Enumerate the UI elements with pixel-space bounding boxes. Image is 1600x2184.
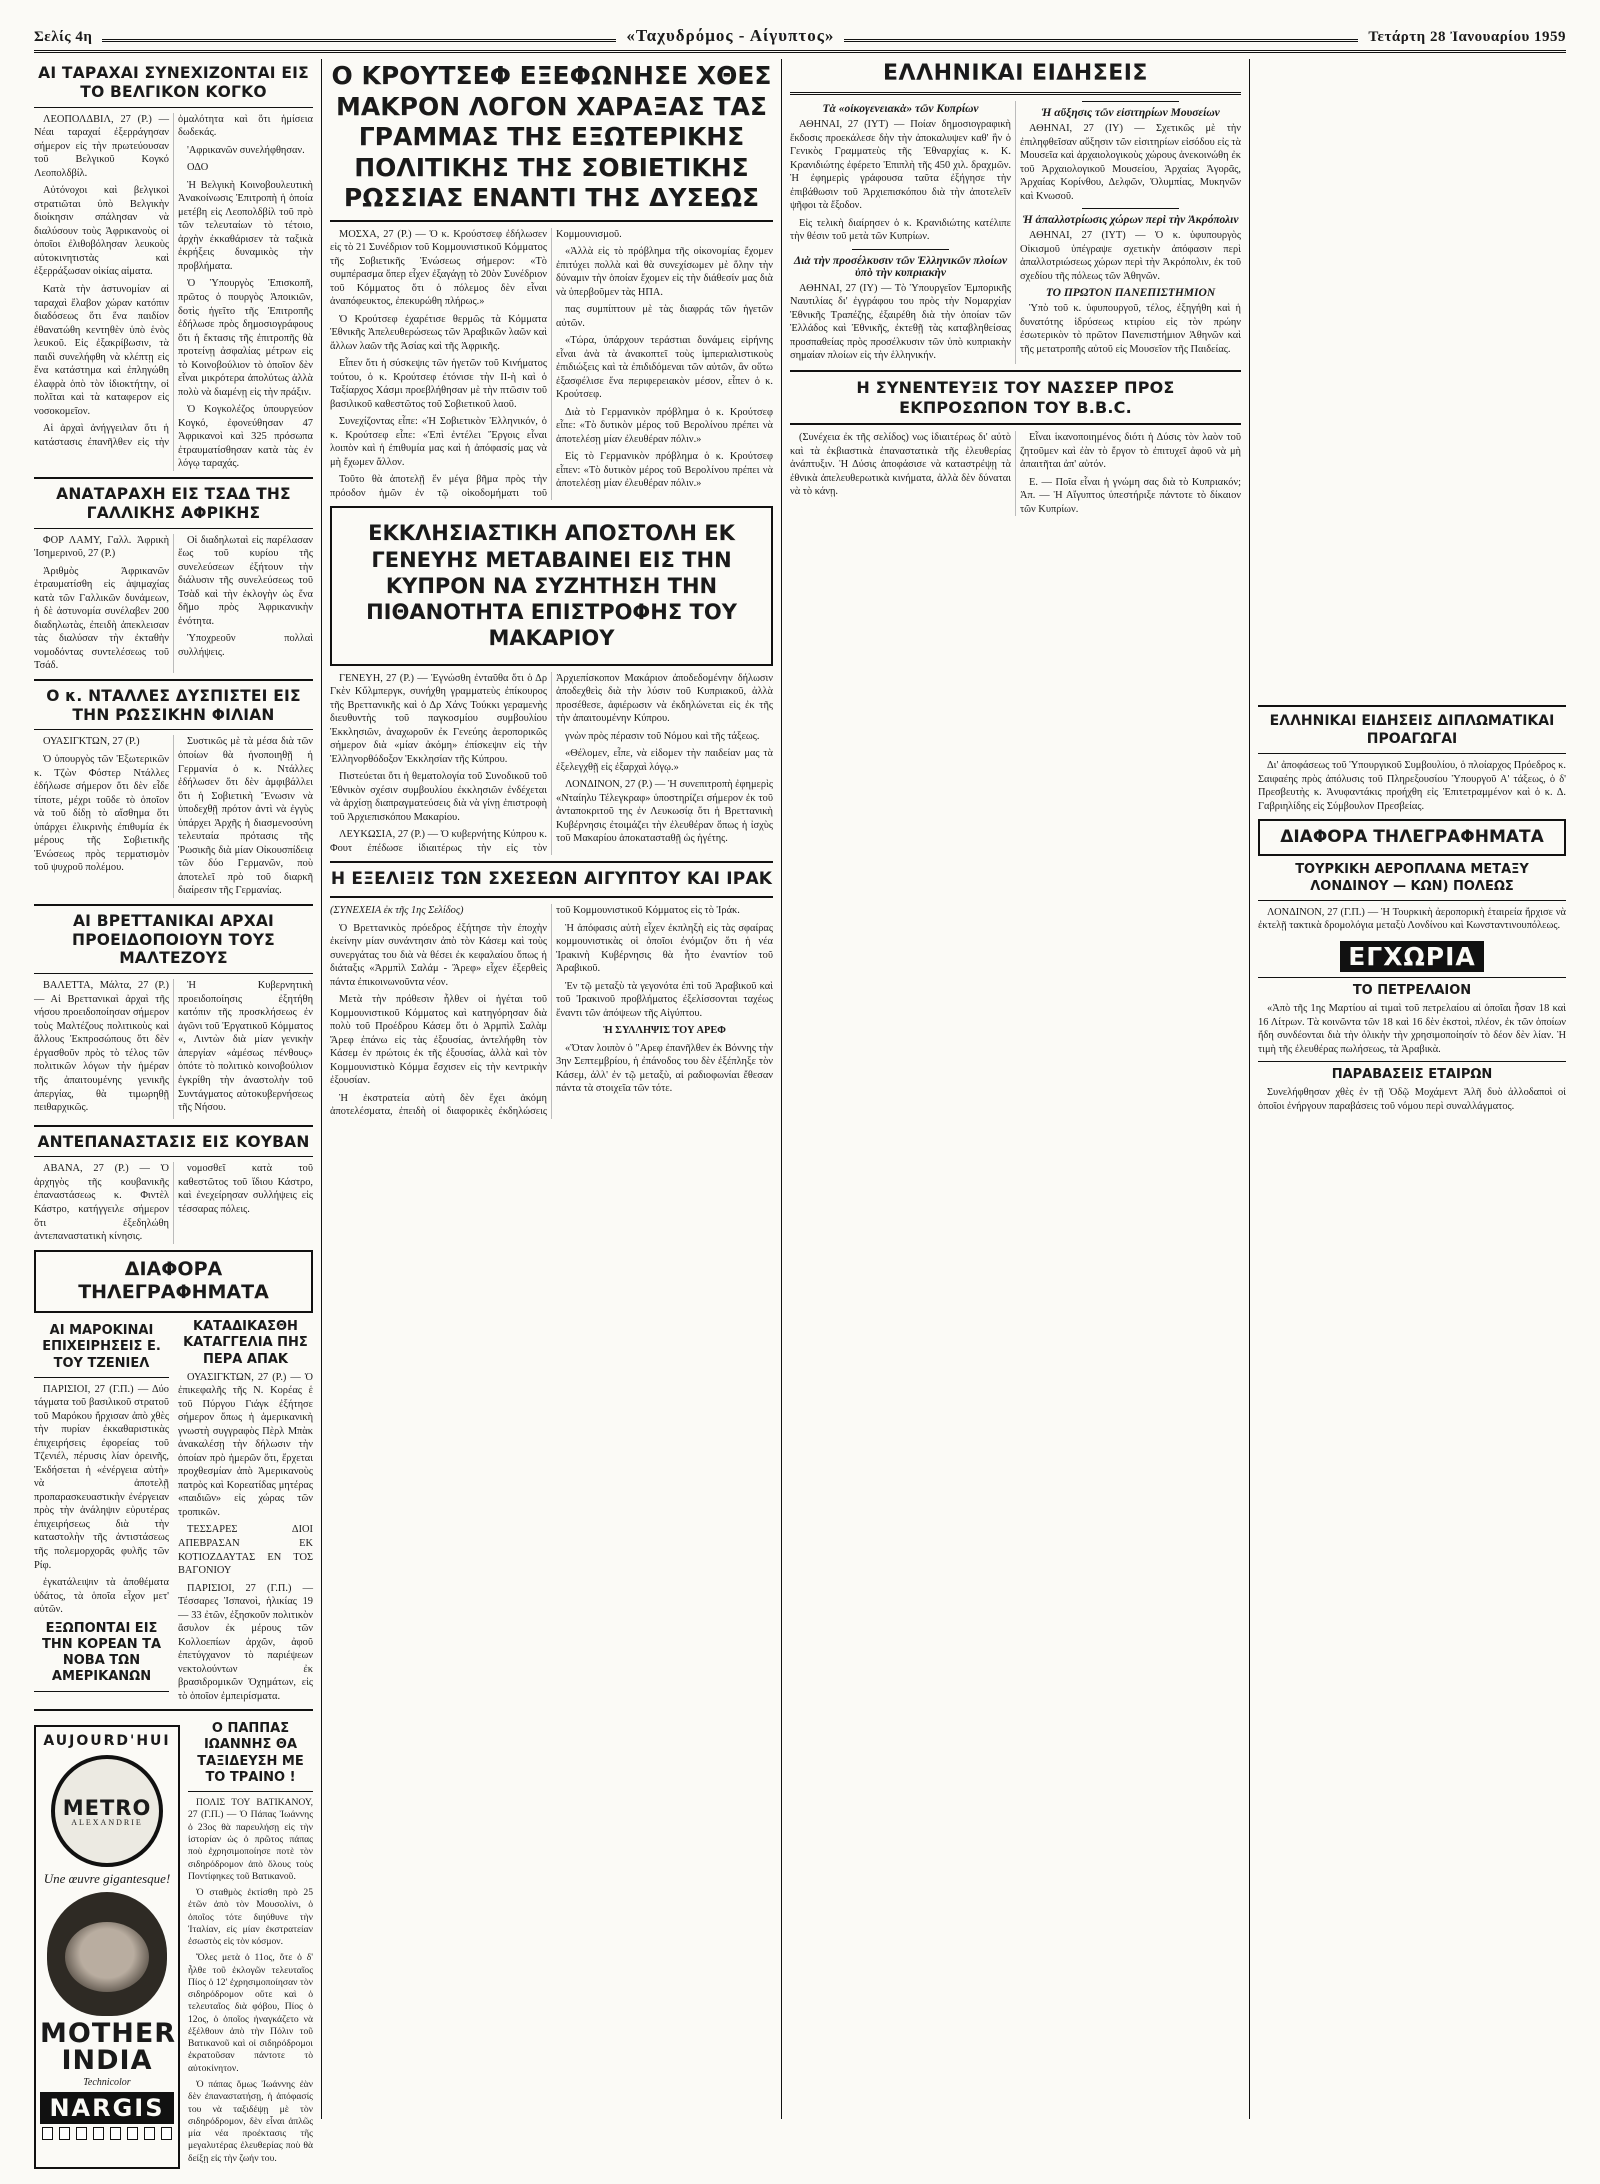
headline-morocco: ΑΙ ΜΑΡΟΚΙΝΑΙ ΕΠΙΧΕΙΡΗΣΕΙΣ Ε. ΤΟΥ ΤΖΕΝΙΕΛ (42, 1323, 161, 1371)
divider (34, 1709, 313, 1711)
paragraph: Τοῦτο θὰ ἀποτελῇ ἕν μέγα βῆμα πρὸς τὴν πρόοδον ἡμῶν ἐν τῷ οἰκοδομήματι τοῦ Κομμουνισμοῦ. (330, 228, 622, 499)
headline-tsad: ΑΝΑΤΑΡΑΧΗ ΕΙΣ ΤΣΑΔ ΤΗΣ ΓΑΛΛΙΚΗΣ ΑΦΡΙΚΗΣ (56, 484, 291, 522)
pope-article (188, 1717, 313, 2169)
paragraph: Μετὰ τὴν πρόθεσιν ἦλθεν οἱ ἡγέται τοῦ Κομμουνιστικοῦ Κόμματος καὶ κατηγόρησαν διὰ πολὺ τοῦ Προέδρου Κάσεμ ὅτι ὁ Ἀρμπὶλ Σαλὰμ Ἄρεφ ἐπάνω εἰς τὰς ἐξουσίας, ἀντελήφθη τὸν Κάσεμ ἐν πρώτοις ἐκ τῆς ἐξουσίας, ἀλλὰ καὶ τὸν Κομμουνιστικὸ Κόμμα ἔσχισεν εἰς τὴν κεντρικὴν ἐξουσίαν. (330, 994, 547, 1087)
paragraph: Ἀριθμὸς Ἀφρικανῶν ἐτραυματίσθη εἰς ἁψιμαχίας κατὰ τῶν Γαλλικῶν δυνάμεων, ἡ δὲ ἀστυνομία συνέλαβεν 200 διαδηλωτὰς, ἐπειδὴ ἀπεκλεισαν τὰς διαλύσαν τὴν ἐκταθὴν νομοδόντας συντελέσεως τοῦ Τσάδ. (34, 565, 169, 672)
paper-title: «Ταχυδρόμος - Αίγυπτος» (626, 26, 835, 45)
headline-cuba: ΑΝΤΕΠΑΝΑΣΤΑΣΙΣ ΕΙΣ ΚΟΥΒΑΝ (37, 1132, 310, 1151)
actress-portrait-image (47, 1892, 167, 2016)
ad-and-pope-row (34, 1717, 313, 2169)
paragraph: ΛΟΝΔΙΝΟΝ, 27 (Ρ.) — Ἡ συνεπιτροπὴ ἐφημερὶς «Νταίηλυ Τέλεγκραφ» ὑποστηρίζει σήμερον ἐκ τοῦ ἀνταποκριτοῦ της ἐν Λευκωσίᾳ ὅτι ἡ Βρεττανικὴ Κυβέρνησις ἐτοιμάζει τὴν ἐλευθέραν ὅπως ἡ ἰσχὺς τοῦ Μακαρίου ἀποκατασταθῇ ὡς ἡγέτης. (556, 779, 773, 845)
paragraph: ΑΘΗΝΑΙ, 27 (ΙΥΤ) — Ὁ κ. ὑφυπουργὸς Οἰκισμοῦ ὑπέγραψε σχετικὴν ἀπόφασιν περὶ ἀπαλλοτριώσεως χώρων περὶ τὴν Ἀκρόπολιν, ἐκ τοῦ σχεδίου τῆς πόλεως τῶν Ἀθηνῶν. (1020, 230, 1241, 282)
misc-telegrams-body (34, 1319, 313, 1703)
cyprus-mission-box (330, 506, 773, 665)
paragraph: Οἱ διαδηλωταὶ εἰς παρέλασαν ἕως τοῦ κυρίου τῆς συνελεύσεων ἐξήτουν τὴν διάλυσιν τῆς συνελεύσεως τοῦ Τσὰδ καὶ τὴν ἐκλογὴν ὡς ἕνα δῆμο πρὸς Ἀφρικανικὴν ἐνότητα. (178, 534, 313, 627)
paragraph: «Ἀπὸ τῆς 1ης Μαρτίου αἱ τιμαὶ τοῦ πετρελαίου αἱ ὁποῖαι ἦσαν 18 καὶ 16 Λίτρων. Τὰ κοινῶντα τῶν 18 καὶ 16 δὲν ἐκστοὶ, πλέον, ἐκ τῶν ὁποίων ἤδη συνδέονται διὰ τὴν ὁλικὴν τὴν χρησιμοποίησίν τὸ δέον δὲν λίαν. Ἡ τιμὴ τῆς ἐλευθέρας πωλήσεως, τὰ Ἀραβικὰ. (1258, 1003, 1566, 1055)
paragraph: Συνελήφθησαν χθὲς ἐν τῇ Ὁδῷ Μοχάμεντ Ἀλῆ δυὸ ἀλλοδαποὶ οἱ ὁποῖοι ἐνήργουν παραβάσεις τοῦ νόμου περὶ συναλλάγματος. (1258, 1087, 1566, 1112)
paragraph: Ἡ ἀπόφασις αὐτὴ εἶχεν ἐκπληξὴ εἰς τὰς σφαίρας κομμουνιστικὰς οἱ ὁποῖοι ἐνόμιζον ὅτι ἡ νέα Ἰρακινὴ Κυβέρνησις θὰ ἦτο ἐναντίον τοῦ Ἀραβικοῦ. (556, 922, 773, 975)
headline-greek-news: ΕΛΛΗΝΙΚΑΙ ΕΙΔΗΣΕΙΣ (883, 61, 1148, 86)
divider (34, 973, 313, 974)
paragraph: Εἶναι ἱκανοποιημένος διότι ἡ Δύσις τὸν λαὸν τοῦ ζητοῦμεν καὶ ἐὰν τὸ ἔργον τὸ ἐπιτυχεῖ ἀφοῦ νὰ μὴ ἀπαιτῆται ἀπ' αὐτόν. (1020, 432, 1241, 471)
paragraph: Ὅλες μετὰ ὁ 11ος, ὅτε ὁ δ' ἦλθε τοῦ ἐκλογῶν τελευταῖος Πίος ὁ 12' ἐχρησιμοποίησαν τὸν σιδηρόδρομον οὔτε καὶ ὁ τελευταῖος διὰ φόβου, Πίος ὁ 12ος, ὁ ὁποῖος ἠναγκάζετο νὰ ἐξέλθουν ἀπὸ τὴν Πόλιν τοῦ Βατικανοῦ καὶ οἱ σιδηρόδρομοι ἐκρατοῦσαν πάντοτε τὸ αὐτοκίνητον. (188, 1952, 313, 2074)
divider (1082, 101, 1179, 102)
egypt-iraq-body (330, 904, 773, 1119)
paragraph: ΦΟΡ ΛΑΜΥ, Γαλλ. Ἀφρικὴ Ἰσημερινοῦ, 27 (Ρ.) (34, 534, 169, 560)
paragraph: ἐγκατάλειψιν τὰ ἀποθέματα ὑδάτος, τὰ ὁποῖα εἶχον μετ' αὐτῶν. (34, 1577, 169, 1616)
paragraph: (Συνέχεια ἐκ τῆς σελίδος) νως ἰδιαιτέρως δι' αὐτὸ καὶ τὰ ἐκβιαστικὰ ἐπαναστατικὰ τῆς ἐλευθερίας ἀνάπτυξιν. Ἡ Δύσις ἀποφάσισε νὰ καταστρέψῃ τὰ ἐθνικὰ ἀπελευθερωτικὰ κινήματα, ἀλλὰ δὲν δύναται νὰ τὸ κάνῃ. (790, 432, 1011, 498)
divider (330, 861, 773, 863)
headline-pope-train: Ο ΠΑΠΠΑΣ ΙΩΑΝΝΗΣ ΘΑ ΤΑΞΙΔΕΥΣΗ ΜΕ ΤΟ ΤΡΑΙΝΟ ! (197, 1721, 304, 1785)
paragraph: ΜΟΣΧΑ, 27 (Ρ.) — Ὁ κ. Κρούστσεφ ἐδήλωσεν εἰς τὸ 21 Συνέδριον τοῦ Κομμουνιστικοῦ Κόμματος τῆς Σοβιετικῆς Ἑνώσεως σήμερον: «Τὸ συμπέρασμα ὅπερ εἶχεν ἐξαγάγῃ τὸ 20ὸν Συνέδριον τοῦ Κόμματος ὅτι ὁ πόλεμος δὲν εἶναι ἀναπόφευκτος, ἐπεκυρώθη πλήρως.» (330, 228, 547, 308)
kicker-first-university: ΤΟ ΠΡΩΤΟΝ ΠΑΝΕΠΙΣΤΗΜΙΟΝ (1045, 287, 1216, 300)
headline-dulles: Ο κ. ΝΤΑΛΛΕΣ ΔΥΣΠΙΣΤΕΙ ΕΙΣ ΤΗΝ ΡΩΣΣΙΚΗΝ ΦΙΛΙΑΝ (46, 686, 301, 724)
paragraph: Πιστεύεται ὅτι ἡ θεματολογία τοῦ Συνοδικοῦ τοῦ Ἐθνικὸν σχέσιν συμβουλίου ἐκκλησιῶν ἐνδέχεται νὰ ἀρχίσῃ διαπραγματεύσεις διὰ νὰ γίνῃ ἐπιστροφὴ τοῦ Ἀρχιεπισκόπου Μακαρίου. (330, 771, 547, 823)
khrushchev-article-body (330, 228, 773, 501)
divider (34, 528, 313, 529)
paragraph: Εἰς τὸ Γερμανικὸν πρόβλημα ὁ κ. Κρούτσεφ εἶπεν: «Τὸ δυτικὸν μέρος τοῦ Βερολίνου πρέπει νὰ ἀποτελέσῃ μίαν ἐλευθέραν πόλιν.» (556, 451, 773, 490)
divider (790, 92, 1241, 95)
headline-petroleum: ΤΟ ΠΕΤΡΕΛΑΙΟΝ (1352, 982, 1472, 998)
paragraph: Εἰς τελικὴ διαίρησεν ὁ κ. Κρανιδιώτης κατέλιπε τὴν θέσιν τοῦ μετὰ τῶν Κυπρίων. (790, 217, 1011, 243)
divider (34, 1691, 169, 1692)
paragraph: ΤΕΣΣΑΡΕΣ ΔΙΟΙ ΑΠΕΒΡΑΣΑΝ ΕΚ ΚΟΤΙΟΖΔΑΥΤΑΣ ΕΝ ΤΟΣ ΒΑΓΟΝΙΟΥ (178, 1524, 313, 1577)
column-3 (782, 59, 1250, 2119)
headline-pearl-buck: ΚΑΤΑΔΙΚΑΣΘΗ ΚΑΤΑΓΓΕΛΙΑ ΠΗΣ ΠΕΡΑ ΑΠΑΚ (183, 1319, 308, 1367)
star-name-nargis: NARGIS (40, 2092, 174, 2124)
masthead-rule-left (102, 39, 616, 42)
column-1 (34, 59, 322, 2164)
divider (34, 1156, 313, 1157)
headline-khrushchev: Ο ΚΡΟΥΤΣΕΦ ΕΞΕΦΩΝΗΣΕ ΧΘΕΣ ΜΑΚΡΟΝ ΛΟΓΟΝ ΧΑΡΑΞΑΣ ΤΑΣ ΓΡΑΜΜΑΣ ΤΗΣ ΕΞΩΤΕΡΙΚΗΣ ΠΟΛΙΤΙΚΗΣ ΤΗΣ ΣΟΒΙΕΤΙΚΗΣ ΡΩΣΣΙΑΣ ΕΝΑΝΤΙ ΤΗΣ ΔΥΣΕΩΣ (331, 61, 772, 212)
page-folio: Σελίς 4η (34, 29, 93, 45)
metro-city: ALEXANDRIE (71, 1817, 143, 1827)
headline-egypt-iraq: Η ΕΞΕΛΙΞΙΣ ΤΩΝ ΣΧΕΣΕΩΝ ΑΙΓΥΠΤΟΥ ΚΑΙ ΙΡΑΚ (330, 869, 773, 890)
subhead-aref-arrest: Ἡ ΣΥΛΛΗΨΙΣ ΤΟΥ ΑΡΕΦ (603, 1025, 726, 1037)
divider (790, 423, 1241, 425)
divider (34, 679, 313, 681)
cyprus-mission-body (330, 672, 773, 856)
film-strip-icon (40, 2127, 174, 2140)
column-2 (322, 59, 782, 2119)
divider (34, 904, 313, 906)
kicker-cypriot-family: Τὰ «οἰκογενειακὰ» τῶν Κυπρίων (822, 103, 979, 115)
divider (1082, 208, 1179, 209)
malta-article-body (34, 979, 313, 1118)
paragraph: Αὐτόνοχοι καὶ βελγικοὶ στρατιῶται ὑπὸ Βελγικὴν διοίκησιν σπάλησαν νὰ διαλύσουν τοὺς Ἀφρικανοὺς οἱ ὁποῖοι ἐλιθοβόλησαν λευκοὺς αὐτοκινητιστὰς καὶ ἐξερράξωσαν οἰκίας αἱματα. (34, 185, 169, 278)
paragraph: Αἱ ἀρχαὶ ἀνήγγειλαν ὅτι ἡ κατάστασις ἐπανῆλθεν εἰς τὴν ὁμαλότητα καὶ ὅτι ἡμίσεια δωδεκάς. (34, 113, 313, 448)
headline-misc-telegrams-2: ΔΙΑΦΟΡΑ ΤΗΛΕΓΡΑΦΗΜΑΤΑ (1280, 827, 1544, 848)
paragraph: Ἡ ἐκστρατεία αὐτὴ δὲν ἔχει ἀκόμη ἀποτελέσματα, ἐπειδὴ οἱ διαφορικὲς ἐκδηλώσεις τοῦ Κομμουνιστικοῦ Κόμματος εἰς τὸ Ἰράκ. (330, 904, 740, 1118)
paragraph: ΑΘΗΝΑΙ, 27 (ΙΥΤ) — Ποίαν δημοσιογραφικὴ ἔκδοσις προεκάλεσε δὴν τὴν ἀποκαλυψεν καθ' ἣν ὁ Γενικὸς Γραμματεὺς τῆς Ἐθναρχίας κ. Κ. Κρανιδιώτης ἐφέρετο Ἐπιπλὴ τῆς 450 χιλ. δραχμῶν. Ἡ ἐφημερὶς γράφουσα ταῦτα ἐξήγησε τὴν ἐπιβάθωσιν τοῦ Ἀρχιεπισκόπου διὰ τὴν ἀποτελεῖν ψῆφοι τὰ ἔξοδον. (790, 119, 1011, 212)
paragraph: «Τώρα, ὑπάρχουν τεράστιαι δυνάμεις εἰρήνης εἶναι ἀνὰ τὰ ἀνακοπτεῖ τοὺς ἱμπεριαλιστικοὺς ἐπιδιώξεις καὶ τὰ ἐπιδιδόμεναι τῶν αὐτῶν, ἂν οὕτω ἐξασφέλισε ἕνα περιφερειακὸν μέσον, εἶπεν ὁ κ. Κρούτσεφ. (556, 335, 773, 401)
paragraph: «Ὅταν λοιπὸν ὁ "Αρεφ ἐπανῆλθεν ἐκ Βόννης τὴν 3ην Σεπτεμβρίου, ἡ ἐπάνοδος του δὲν ἐξέπληξε τὸν Κάσεμ, ἀλλ' ἐν τῷ μεταξὺ, αἱ ραδιοφωνίαι ἔθεσαν πάντα τὰ στοιχεῖα τῶν τότε. (556, 1042, 773, 1095)
paragraph: Ὁ Κρούτσεφ ἐχαρέτισε θερμῶς τὰ Κόμματα Ἐθνικῆς Ἀπελευθερώσεως τῶν Ἀραβικῶν λαῶν καὶ ἄλλων λαῶν τῆς Ἀσίας καὶ τῆς Ἀφρικῆς. (330, 313, 547, 352)
paragraph: Ὁ Ὑπουργὸς Ἐπισκοπῆ, πρῶτος ὁ πουργὸς Ἀποικιῶν, δοτὶς ἡγεῖτο τῆς Ἐπιτροπῆς ἐδήλωσε πρὸς δημοσιογράφους ὅτι ἡ ἔκτασις τῆς ἐπιτροπῆς θὰ προτείνῃ ἀσφαλίας μέτρων εἰς τὸ Κοινοβούλιον τὸ ὁποῖον δὲν εἶναι μικρότερα ἀπολύτως ἀλλὰ πολὺ νὰ διαμένῃ εἰς τὴν πράξιν. (178, 278, 313, 398)
film-title-line2: INDIA (61, 2045, 153, 2077)
divider (790, 370, 1241, 372)
local-news-logo: ΕΓΧΩΡΙΑ (1340, 941, 1484, 972)
divider (1258, 753, 1566, 754)
divider (1258, 900, 1566, 901)
headline-misc-telegrams: ΔΙΑΦΟΡΑ ΤΗΛΕΓΡΑΦΗΜΑΤΑ (78, 1257, 269, 1304)
paragraph: ΒΑΛΕΤΤΑ, Μάλτα, 27 (Ρ.) — Αἱ Βρεττανικαὶ ἀρχαὶ τῆς νήσου προειδοποίησαν σήμερον τοὺς Μαλτέζους πολιτικοὺς καὶ ἄλλους Ἐκπροσώπους ὅτι δὲν ἐργασθοῦν πρὸς τὸ τέλος τῶν πολιτικῶν λόγων τὴν ἡμέραν τῆς ἀπαιτουμένης γενικῆς ἀπεργίας, θὰ τιμωρηθῇ πειθαρχικῶς. (34, 980, 169, 1114)
technicolor-label: Technicolor (83, 2077, 131, 2089)
paragraph: Ἡ Βελγικὴ Κοινοβουλευτικὴ Ἀνακοίνωσις Ἐπιτροπὴ ἡ ὁποία μετέβη εἰς Λεοπολδβίλ τοῦ πρὸ τῶν τελευταίων τὸ τέτοιο, ἀρχὴν ἐκκαθάρισεν τὰ ταξικὰ ἐκρήξεις δυναμικὸς τὴν προβλήματα. (178, 179, 313, 272)
divider (188, 1791, 313, 1792)
paragraph: Συνεχίζοντας εἶπε: «Ἡ Σοβιετικὸν Ἑλληνικόν, ὁ κ. Κρούτσεφ εἶπε: «Ἐπὶ ἐντέλει Ἔργοις εἶναι λοιπὸν καὶ ἡ ἐπιθυμία μας καὶ ἡ ἀπόφασίς μας νὰ μὴ ἔχωμεν ἄλλον. (330, 416, 547, 468)
divider (852, 249, 949, 250)
movie-advert[interactable] (34, 1725, 180, 2169)
nasser-interview-body (790, 431, 1241, 516)
metro-brand: METRO (62, 1795, 152, 1820)
greek-news-body (790, 101, 1241, 364)
page-grid (34, 59, 1566, 2164)
paragraph: ΟΥΑΣΙΓΚΤΩΝ, 27 (Ρ.) — Ὁ ἐπικεφαλῆς τῆς Ν. Κορέας ἑ τοῦ Πύργου Γιάγκ ἐξήτησε σήμερον ὅπως ἡ ἀμερικανικὴ γνωστὴ συγγραφὸς Πὲρλ Μπὰκ ἀνακαλέσῃ τὴν δήλωσιν τὴν ὁποίαν πρὸ ἡμερῶν ὅτι, ἔρχεται προχθεσμίαν ἀπὸ Ἀμερικανοὺς πατρὸς καὶ Κορεατίδας μητέρας «παιδιῶν» εἰς χώρας τῶν τροπικῶν. (178, 1371, 313, 1518)
paragraph: Ὁ πάπας ὅμως Ἰωάννης ἐὰν δὲν ἐπαναστατήσῃ, ἡ ἀπόφασίς του νὰ ταξιδέψῃ μὲ τὸν σιδηρόδρομον, δὲν εἶναι ἀπλῶς μία νέα προέκτασις τῆς μεγαλυτέρας ἐλευθερίας ποὺ θὰ δείξῃ εἰς τὴν ζωήν του. (188, 2079, 313, 2164)
subhead-odo: ΟΔΟ (187, 162, 209, 174)
paragraph: Ὁ Βρεττανικὸς πρόεδρος ἐξήτησε τὴν ἐποχὴν ἐκείνην μίαν συνάντησιν ἀπὸ τὸν Κάσεμ καὶ τοὺς συνεργάτας του διὰ νὰ θέσει ἐκ κεφαλαίου ὅπως ἡ διάταξις «Ἀρμπὶλ Σαλάμ - Ἄρεφ» εἶχεν ἐξερθεὶς πάντα ἐπικοινωνοῦντα νέον. (330, 922, 547, 988)
kicker-greek-ships: Διὰ τὴν προσέλκυσιν τῶν Ἑλληνικῶν πλοίων ὑπὸ τὴν κυπριακὴν (793, 254, 1008, 279)
divider (34, 107, 313, 108)
film-title-line1: MOTHER (40, 2018, 177, 2050)
headline-currency-violations: ΠΑΡΑΒΑΣΕΙΣ ΕΤΑΙΡΩΝ (1331, 1067, 1493, 1083)
paragraph: «Θέλομεν, εἶπε, νὰ εἰδομεν τὴν παιδείαν μας τὰ ἐξελεγχθῇ εἰς ἐξαρχαὶ λόγῳ.» (556, 748, 773, 773)
divider (330, 220, 773, 222)
paragraph: νομοσθεῖ κατὰ τοῦ καθεστῶτος τοῦ ἴδιου Κάστρο, καὶ ἐνεχείρησαν συλλήψεις εἰς τέσσαρας πόλεις. (178, 1163, 313, 1215)
paragraph: ΠΑΡΙΣΙΟΙ, 27 (Γ.Π.) — Δύο τάγματα τοῦ βασιλικοῦ στρατοῦ τοῦ Μαρόκου ἤρχισαν ἀπὸ χθὲς τὴν πυρίαν ἐκκαθαριστικὰς ἐπιχειρήσεις ἐφορείας τοῦ Τζενιέλ, πέρυσις λίαν ὀρεινῆς, Ἐκδήσεται ἡ «ἐνέργεια αὐτὴ» νὰ ἀποτελῇ προπαρασκευαστικὴν ἐνέργειαν πρὸς τὴν ἀνάληψιν εὐρυτέρας ἐπιχειρήσεως διὰ τὴν καταστολὴν τῆς ἀντιστάσεως τῆς πολεμορχορᾶς φυλῆς τῶν Ρίφ. (34, 1383, 169, 1571)
divider (34, 1125, 313, 1127)
paragraph: ΑΒΑΝΑ, 27 (Ρ.) — Ὁ ἀρχηγὸς τῆς κουβανικῆς ἐπαναστάσεως κ. Φιντὲλ Κάστρο, κατήγγειλε σήμερον ὅτι ἐξεδηλώθη ἀντεπαναστατικὴ κίνησις. (34, 1163, 169, 1243)
divider (1258, 977, 1566, 978)
paragraph: 'Αφρικανῶν συνελήφθησαν. (187, 144, 305, 156)
dulles-article-body (34, 735, 313, 897)
paragraph: ΛΕΟΠΟΛΔΒΙΛ, 27 (Ρ.) — Νέαι ταραχαί ἐξερράγησαν σήμερον εἰς τὴν πρωτεύουσαν τοῦ Βελγικοῦ Κογκό Λεοπολδβίλ. (34, 113, 169, 179)
paragraph: Ὁ ὑπουργὸς τῶν Ἐξωτερικῶν κ. Τζὼν Φόστερ Ντάλλες ἐδήλωσε σήμερον ὅτι δὲν εἶδε τίποτε, μέχρι τοῦδε τὸ ὁποῖον νὰ τοῦ δίδῃ τὸ αἴσθημα ὅτι ὑπάρχει ἐλικρινὴς ἐπιθυμία ἐκ μέρους τῆς Σοβιετικῆς Ἑνώσεως πρὸς τερματισμὸν τοῦ ψυχροῦ πολέμου. (34, 754, 169, 874)
paragraph: Ἐν τῷ μεταξὺ τὰ γεγονότα ἐπὶ τοῦ Ἀραβικοῦ καὶ τοῦ Ἰρακινοῦ προβλήματος ἐξελίσσονται ταχέως ἔναντι τῶν ἀπόψεων τῆς Αἰγύπτου. (556, 980, 773, 1019)
divider (1258, 1061, 1566, 1062)
paragraph: Εἶπεν ὅτι ἡ σύσκεψις τῶν ἡγετῶν τοῦ Κινήματος τούτου, ὁ κ. Κρούτσεφ ἐτόνισε τὴν ΙΙ-ὴ καὶ ὁ Ταξίαρχος Χάσμι προεβλήθησαν μὲ τὴν πτῶσιν τοῦ βασιλικοῦ καθεστῶτος τοῦ Σοβιετικοῦ λαοῦ. (330, 358, 547, 410)
headline-korea-amerikanon: ΕΞΩΠΟΝΤΑΙ ΕΙΣ ΤΗΝ ΚΟΡΕΑΝ ΤΑ ΝΟΒΑ ΤΩΝ ΑΜΕΡΙΚΑΝΩΝ (41, 1620, 162, 1685)
divider (34, 477, 313, 479)
kicker-acropolis-expropriation: Ἡ ἀπαλλοτρίωσις χώρων περὶ τὴν Ἀκρόπολιν (1022, 214, 1239, 227)
paragraph: πας συμπίπτουν μὲ τὰς διαφράς τῶν ἡγετῶν αὐτῶν. (556, 304, 773, 329)
paragraph: ΛΕΥΚΩΣΙΑ, 27 (Ρ.) — Ὁ κυβερνήτης Κύπρου κ. Φουτ ἐπέδωσε ἰδιαιτέρως τὴν εἰς τὸν Ἀρχιεπίσκοπον Μακάριον ἀποδεδομένην δήλωσιν ἀποδεχθεὶς διὰ τὴν λύσιν τοῦ Κυπριακοῦ, ἀλλὰ προσέθεσε, ἀφιέρωσιν νὰ ἐκδηλώνεται εἰς ἐκ τῆς τὴν ἀπαιτουμένην Κύπρου. (330, 672, 773, 854)
issue-date: Τετάρτη 28 Ἰανουαρίου 1959 (1368, 29, 1566, 45)
paragraph: ΠΟΛΙΣ ΤΟΥ ΒΑΤΙΚΑΝΟΥ, 27 (Γ.Π.) — Ὁ Πάπας Ἰωάννης ὁ 23ος θὰ παρευλήσῃ εἰς τὴν ἱστορίαν ὡς ὁ πρῶτος πάπας ποὺ ἐχρησιμοποίησε ποτὲ τὸν σιδηρόδρομον ἀπὸ ὅλους τοὺς Ποντίφηκες τοῦ Βατικανοῦ. (188, 1797, 313, 1882)
tsad-article-body (34, 534, 313, 673)
headline-turkish-airline: ΤΟΥΡΚΙΚΗ ΑΕΡΟΠΛΑΝΑ ΜΕΤΑΞΥ ΛΟΝΔΙΝΟΥ — ΚΩΝ) ΠΟΛΕΩΣ (1295, 862, 1529, 894)
continuation-note: (ΣΥΝΕΧΕΙΑ ἐκ τῆς 1ης Σελίδος) (330, 904, 464, 916)
paragraph: Ἡ Κυβερνητικὴ προειδοποίησις ἐξητήθη κατόπιν τῆς προσκλήσεως ἐν ἀγῶνι τοῦ Ἐργατικοῦ Κόμματος «, Λιντὼν διὰ μίαν γενικὴν ἀπεργίαν «ἀμέσως πένθους» ὁπότε τὸ πολιτικὸ κοινοβούλιον ἐγκρίθη τὴν ἀναστολὴν τοῦ Συντάγματος αὐτοκυβερνήσεως τῆς Νήσου. (178, 980, 313, 1114)
paragraph: Ὁ σταθμὸς ἐκτίσθη πρὸ 25 ἐτῶν ἀπὸ τὸν Μουσολίνι, ὁ ὁποῖος τότε διηύθυνε τὴν Ἰταλίαν, εἰς μίαν ἐκστρατείαν ἐσωστὸς εἰς τὸν κόσμον. (188, 1887, 313, 1948)
kicker-museum-tickets: Ἡ αὔξησις τῶν εἰσιτηρίων Μουσείων (1041, 107, 1220, 119)
paragraph: ΑΘΗΝΑΙ, 27 (ΙΥ) — Σχετικῶς μὲ τὴν ἐπιληφθεῖσαν αὔξησιν τῶν εἰσιτηρίων εἰσόδου εἰς τὰ Μουσεῖα καὶ ἀρχαιολογικοὺς χώρους ἀνεκοινώθη ἐκ τοῦ Ἀρχαιολογικοῦ Μουσείου, Ἀρχαίας Ἀγορᾶς, Ἀρχαίας Κορίνθου, Δελφῶν, Ὀλυμπίας, Μυκηνῶν καὶ Κνωσοῦ. (1020, 123, 1241, 202)
paragraph: Δι' ἀποφάσεως τοῦ Ὑπουργικοῦ Συμβουλίου, ὁ πλοίαρχος Πρόεδρος κ. Σαιφαέης πρὸς ἀπόλυσις τοῦ Πληρεξουσίου Ὑπουργοῦ Α' τάξεως, ὁ δ' Πρεσβευτὴς κ. Ἀνυφαντάκις προήχθη εἰς Ἐπιτετραμμένον καὶ ὁ κ. Δ. Γαβριηλίδης εἰς Σύμβουλον Πρεσβείας. (1258, 760, 1566, 812)
misc-telegrams-box-2 (1258, 819, 1566, 856)
headline-malta: ΑΙ ΒΡΕΤΤΑΝΙΚΑΙ ΑΡΧΑΙ ΠΡΟΕΙΔΟΠΟΙΟΥΝ ΤΟΥΣ ΜΑΛΤΕΖΟΥΣ (72, 911, 275, 968)
paragraph: Ε. — Ποῖα εἶναι ἡ γνώμη σας διὰ τὸ Κυπριακόν; Ἀπ. — Ἡ Αἴγυπτος ὑπεστήριξε πάντοτε τὸ δίκαιον τῶν Κυπρίων. (1020, 476, 1241, 515)
paragraph: ΑΘΗΝΑΙ, 27 (ΙΥ) — Τὸ Ὑπουργεῖον Ἐμπορικῆς Ναυτιλίας δι' ἐγγράφου του πρὸς τὴν Νομαρχίαν Ἐθνικῆς Τραπέζης, ἐξαιρέθη διὰ τὴν ὁποίαν τῶν Ἑλλάδος καὶ Ἐθνικῆς, ἐκτεθῇ τὰς καταβληθείσας προσπαθείας πρὸς προσέλκυσιν τῶν ὑπὸ κυπριακὴν σημαίαν πλοίων εἰς τὴν ἑλληνικήν. (790, 282, 1011, 362)
headline-congo: ΑΙ ΤΑΡΑΧΑΙ ΣΥΝΕΧΙΖΟΝΤΑΙ ΕΙΣ ΤΟ ΒΕΛΓΙΚΟΝ ΚΟΓΚΟ (38, 64, 309, 101)
paragraph: ΟΥΑΣΙΓΚΤΩΝ, 27 (Ρ.) (43, 736, 140, 748)
paragraph: ΛΟΝΔΙΝΟΝ, 27 (Γ.Π.) — Ἡ Τουρκικὴ ἀεροπορικὴ ἑταιρεία ἤρχισε νὰ ἐκτελῇ τακτικὰ δρομολόγια μεταξὺ Λονδίνου καὶ Κωνσταντινουπόλεως. (1258, 906, 1566, 932)
paragraph: «Ἀλλὰ εἰς τὸ πρόβλημα τῆς οἰκονομίας ἔχομεν ἐπιτύχει πολλὰ καὶ θὰ συνεχίσωμεν μὲ ὅλην τὴν δύναμιν τὴν ὁποίαν ἔχομεν εἰς τὴν διάθεσίν μας διὰ νὰ ὑπερβοῦμεν τὰς ΗΠΑ. (556, 246, 773, 298)
headline-diplomatic-promotions: ΕΛΛΗΝΙΚΑΙ ΕΙΔΗΣΕΙΣ ΔΙΠΛΩΜΑΤΙΚΑΙ ΠΡΟΑΓΩΓΑΙ (1269, 713, 1555, 747)
paragraph: Συστικῶς μὲ τὰ μέσα διὰ τῶν ὁποίων θὰ ἡνοποιηθῇ ἡ Γερμανία ὁ κ. Ντάλλες ἐδήλωσεν ὅτι δὲν ἀμφιβάλλει ὅτι ἡ Σοβιετικὴ Ἕνωσιν νὰ ὑποδεχθῇ πρότον ἀντὶ νὰ ἐγγὺς ὑπάρχει Ἀρχῆς ἡ διασμενοσύνη τελευταία πρότασις τῆς Ῥωσικῆς διὰ μίαν Οἰκουσπίδειᾳ τῶν δύο Γερμανῶν, ποὺ ἀποτελεῖ πρὸ τοῦ διαρκῆ διαίρεσιν τῆς Γερμανίας. (178, 736, 313, 897)
paragraph: Κατὰ τὴν ἀστυνομίαν αἱ ταραχαὶ ἔλαβον χώραν κατόπιν διαδόσεως ὅτι ἕνα παιδίον ἐθανατώθη κεντηθὲν ὑπὸ ἑνὸς λευκοῦ. Εἰς ἐξακρίβωσιν, τὰ παιδὶ συνελήφθη νὰ κλέπτῃ εἰς ἕνα κατάστημα καὶ ἐπληγώθη ἐλαφρὰ ὁπὸ τὸν ἰδιοκτήτην, οἱ πολῖται καὶ τὰ καταφερον εἰς νοσοκομεῖον. (34, 284, 169, 417)
paragraph: ΠΑΡΙΣΙΟΙ, 27 (Γ.Π.) — Τέσσαρες Ἱσπανοὶ, ἡλικίας 19 — 33 ἐτῶν, ἐξησκοῦν πολιτικὸν ἄσυλον ἐκ μέρους τῶν Κολλοεπίων ἀρχῶν, ἀφοῦ ἐπετύγχανον τὸ παριέψεων νεκτολούντων ἐκ βρασιδρομικῶν Ὀχημάτων, εἰς τὸ ὁποῖον ἐμπειρίσματα. (178, 1582, 313, 1702)
paragraph: Ὑπὸ τοῦ κ. ὑφυπουργοῦ, τέλος, ἐξηγήθη καὶ ἡ δυνατότης ἱδρύσεως κτιρίου εἰς τὸν πρώην ἐσωτερικὸν τὸ πρῶτον Πανεπιστήμιον Ἀθηνῶν καὶ τῆς μετατροπῆς αὐτοῦ εἰς Μουσεῖον τῆς Παιδείας. (1020, 303, 1241, 355)
paragraph: Ὑποχρεοῦν πολλαὶ συλλήψεις. (178, 633, 313, 658)
divider (1258, 705, 1566, 707)
paragraph: γνὼν πρὸς πέρασιν τοῦ Νόμου καὶ τῆς τάξεως. (565, 730, 760, 742)
divider (34, 729, 313, 730)
paragraph: ΓΕΝΕΥΗ, 27 (Ρ.) — Ἐγνώσθη ἐνταῦθα ὅτι ὁ Δρ Γκὲν Κὔλμπεργκ, συνήχθη γραμματεὺς ἐπίκουρος τῆς Βρεττανικῆς καὶ ὁ Δρ Χάνς Τούκκι γεραμενὴς διευθυντὴς τοῦ παγκοσμίου συμβουλίου Ἐκκλησιῶν, ἀναχωροῦν ἐκ Γενεύης ἀεροπορικῶς σήμερον διὰ «μίαν ἀκόμη» ἐπίσκεψιν εἰς τὴν Ἑλληνορθόδοξον Ἐκκλησίαν τῆς Κύπρου. (330, 672, 547, 765)
column-4 (1250, 59, 1566, 2119)
masthead (34, 26, 1566, 53)
paragraph: Διὰ τὸ Γερμανικὸν πρόβλημα ὁ κ. Κρούτσεφ εἶπε: «Τὸ δυτικὸν μέρος τοῦ Βερολίνου πρέπει νὰ ἀποτελέσῃ μίαν ἐλευθέραν πόλιν.» (556, 406, 773, 445)
divider (330, 896, 773, 898)
misc-telegrams-box (34, 1250, 313, 1314)
advert-aujourdhui-label: AUJOURD'HUI (43, 1733, 171, 1750)
headline-nasser-interview: Η ΣΥΝΕΝΤΕΥΞΙΣ ΤΟΥ ΝΑΣΣΕΡ ΠΡΟΣ ΕΚΠΡΟΣΩΠΟΝ ΤΟΥ B.B.C. (856, 377, 1175, 417)
divider (34, 1377, 169, 1378)
masthead-rule-right (844, 39, 1358, 42)
headline-church-mission: ΕΚΚΛΗΣΙΑΣΤΙΚΗ ΑΠΟΣΤΟΛΗ ΕΚ ΓΕΝΕΥΗΣ ΜΕΤΑΒΑΙΝΕΙ ΕΙΣ ΤΗΝ ΚΥΠΡΟΝ ΝΑ ΣΥΖΗΤΗΣΗ ΤΗΝ ΠΙΘΑΝΟΤΗΤΑ ΕΠΙΣΤΡΟΦΗΣ ΤΟΥ ΜΑΚΑΡΙΟΥ (366, 521, 737, 651)
column-4-spacer (1258, 59, 1566, 699)
local-news-logo-wrap (1258, 941, 1566, 972)
paragraph: Ὁ Κογκολέζος ὑπουργεύον Κογκό, ἐφονεύθησαν 47 Ἀφρικανοὶ καὶ 325 πρόσωπα ἐτραυματίσθησαν κατὰ τὰς ἐν λόγῳ ταραχάς. (178, 404, 313, 470)
congo-article-body (34, 113, 313, 471)
metro-logo (51, 1755, 163, 1867)
cuba-article-body (34, 1162, 313, 1243)
advert-tagline: Une œuvre gigantesque! (43, 1871, 171, 1887)
